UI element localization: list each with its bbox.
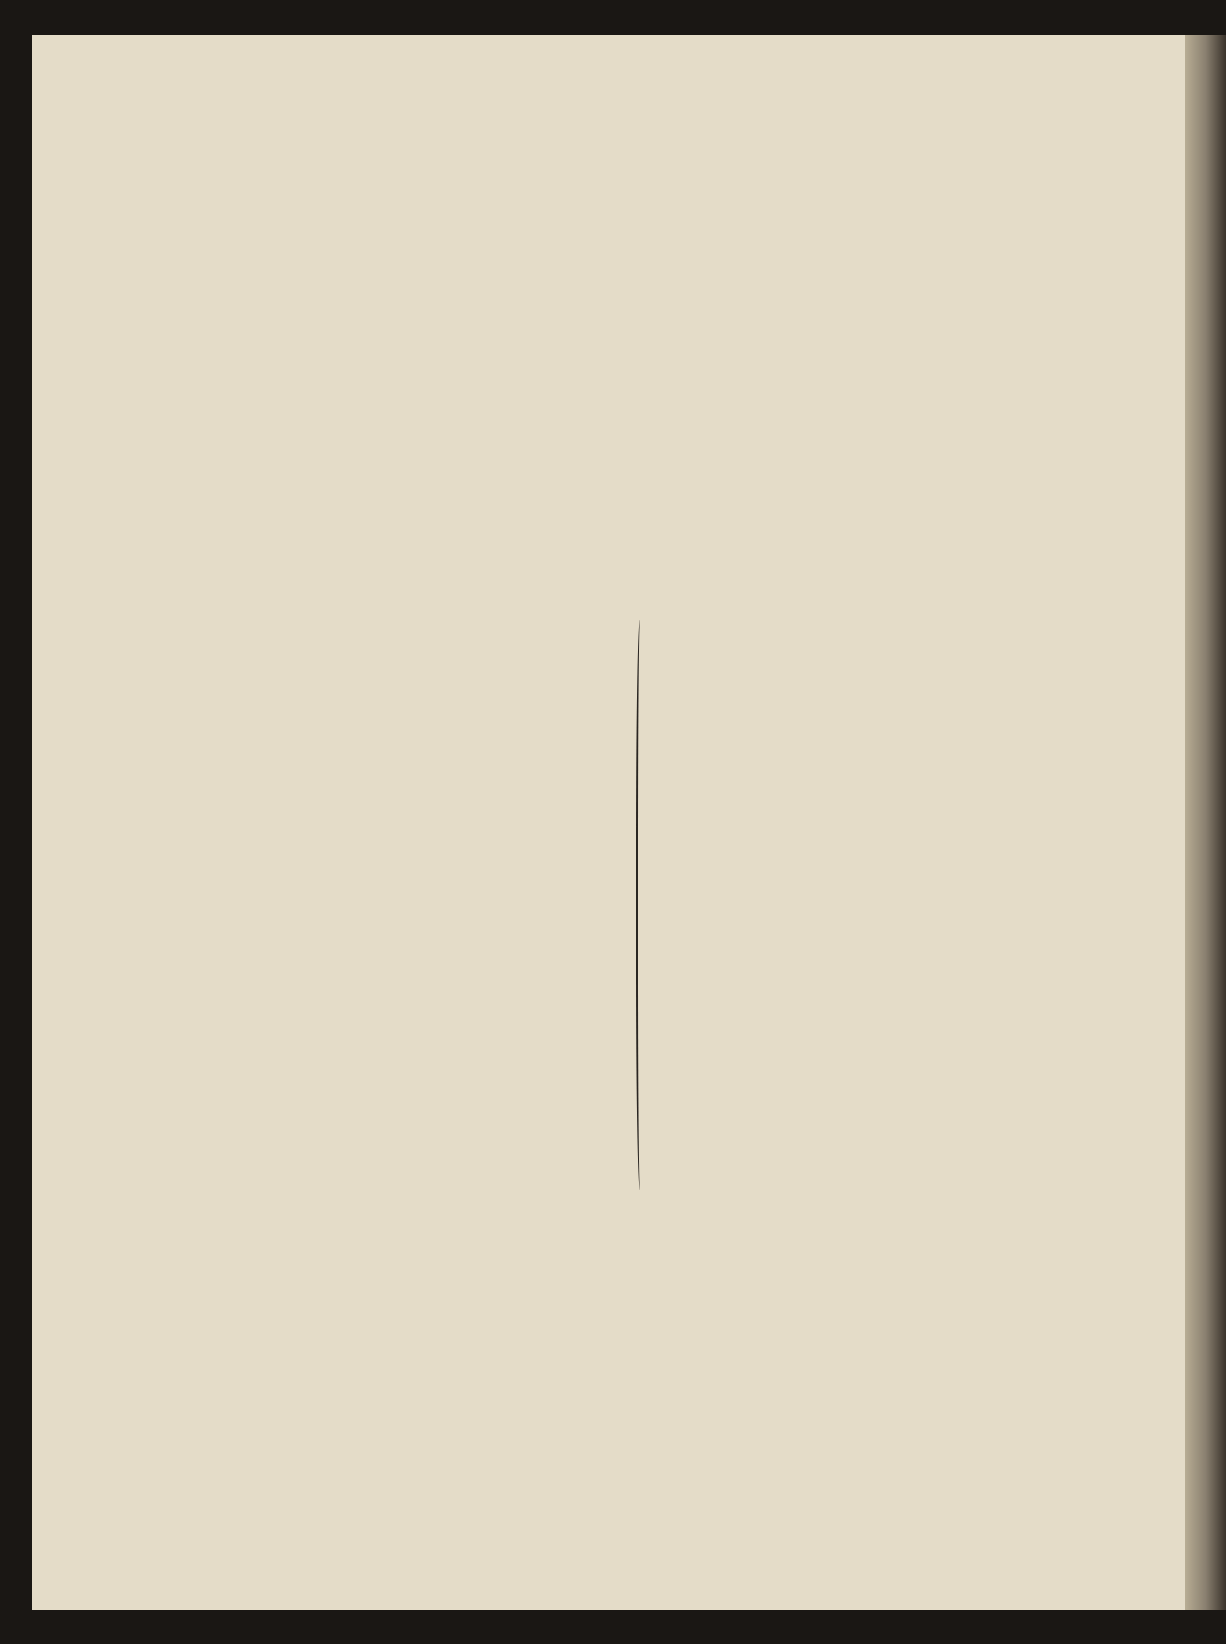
general-expenses-bracket [636,620,646,1190]
page-sheet [32,35,1200,1610]
book-spine [1185,35,1226,1610]
